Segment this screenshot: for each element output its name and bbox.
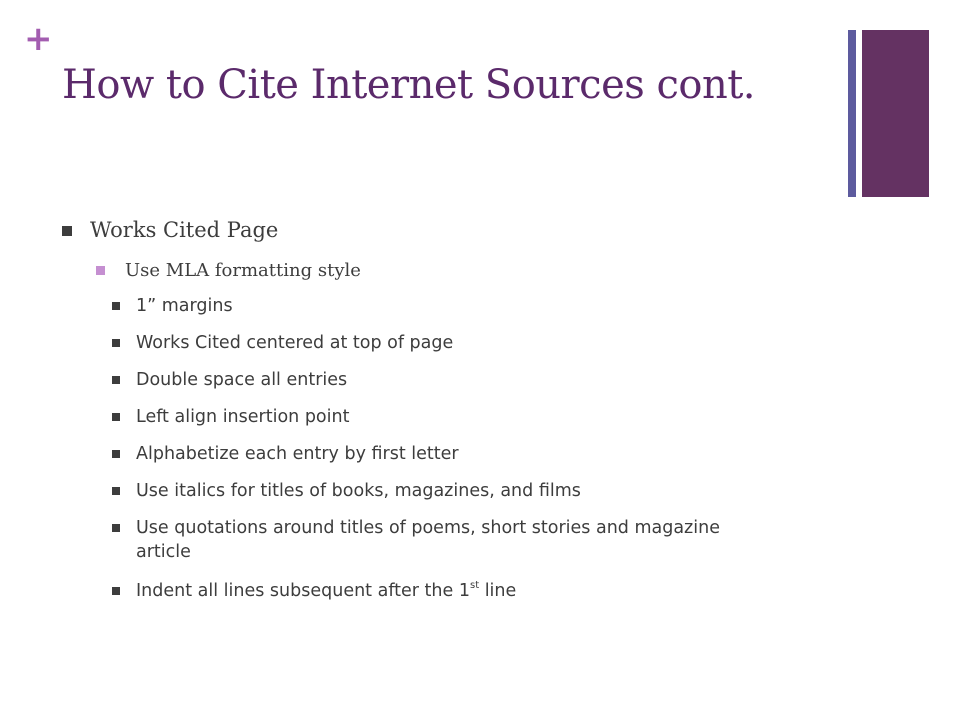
list-item-text: Left align insertion point [136, 407, 350, 427]
slide-title: How to Cite Internet Sources cont. [62, 62, 756, 108]
list-item-text: Use quotations around titles of poems, short stories and magazine article [136, 518, 720, 562]
accent-bar-thin [848, 30, 856, 197]
bullet-works-cited [90, 218, 278, 242]
list-item [136, 479, 776, 503]
superscript-st: st [469, 580, 480, 591]
square-bullet-icon [112, 339, 120, 347]
list-item-text: Indent all lines subsequent after the 1st line [136, 580, 517, 601]
list-item [136, 579, 776, 603]
accent-bar-wide [862, 30, 929, 197]
square-bullet-icon [112, 413, 120, 421]
square-bullet-icon [112, 376, 120, 384]
square-bullet-icon [112, 450, 120, 458]
list-item-text: Works Cited centered at top of page [136, 333, 454, 353]
square-bullet-icon [62, 226, 72, 236]
plus-icon: + [24, 19, 53, 59]
list-item-text: Alphabetize each entry by first letter [136, 444, 459, 464]
list-item [136, 442, 776, 466]
bullet-text: Use MLA formatting style [125, 260, 361, 281]
list-item [136, 331, 776, 355]
square-bullet-icon [96, 266, 105, 275]
square-bullet-icon [112, 524, 120, 532]
list-item-text: Use italics for titles of books, magazines, and films [136, 481, 581, 501]
list-item-text: Double space all entries [136, 370, 348, 390]
list-item [136, 516, 756, 564]
bullet-mla-style [125, 260, 361, 281]
square-bullet-icon [112, 587, 120, 595]
list-item [136, 294, 776, 318]
square-bullet-icon [112, 487, 120, 495]
list-item [136, 405, 776, 429]
square-bullet-icon [112, 302, 120, 310]
bullet-text: Works Cited Page [90, 218, 279, 242]
list-item [136, 368, 776, 392]
list-item-text: 1” margins [136, 296, 233, 316]
